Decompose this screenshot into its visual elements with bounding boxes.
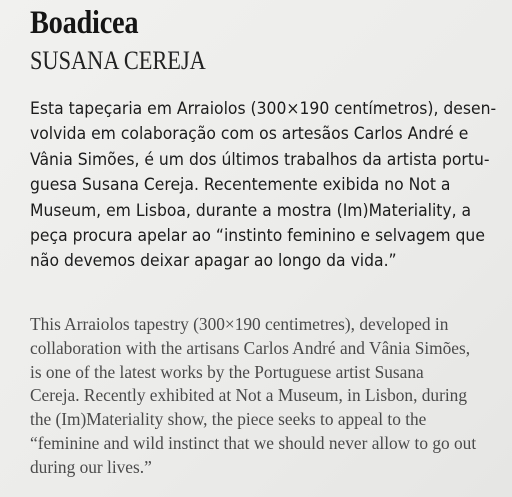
text-line: is one of the latest works by the Portuguese artist Susana xyxy=(30,361,424,382)
text-line: Museum, em Lisboa, durante a mostra (Im)Materiality, a xyxy=(30,200,472,220)
text-line: peça procura apelar ao “instinto feminino e selvagem que xyxy=(30,226,485,246)
text-line: This Arraiolos tapestry (300×190 centimetres), developed in xyxy=(30,314,449,334)
text-line: collaboration with the artisans Carlos André and Vânia Simões, xyxy=(30,337,471,358)
text-line: the (Im)Materiality show, the piece seeks to appeal to the xyxy=(30,409,427,430)
text-line: volvida em colaboração com os artesãos Carlos André e xyxy=(30,124,469,144)
text-line: “feminine and wild instinct that we should never allow to go out xyxy=(30,432,477,453)
artist-name: SUSANA CEREJA xyxy=(30,46,206,75)
text-line: guesa Susana Cereja. Recentemente exibida no Not a xyxy=(30,175,451,195)
artwork-title: Boadicea xyxy=(30,5,139,41)
text-line: during our lives.” xyxy=(30,456,152,477)
text-line: Esta tapeçaria em Arraiolos (300×190 centímetros), desen- xyxy=(30,99,497,118)
description-portuguese xyxy=(30,96,497,274)
text-line: não devemos deixar apagar ao longo da vida.” xyxy=(30,251,397,271)
text-line: Cereja. Recently exhibited at Not a Museum, in Lisbon, during xyxy=(30,385,468,406)
text-line: Vânia Simões, é um dos últimos trabalhos da artista portu- xyxy=(30,149,490,169)
description-english xyxy=(30,313,505,480)
